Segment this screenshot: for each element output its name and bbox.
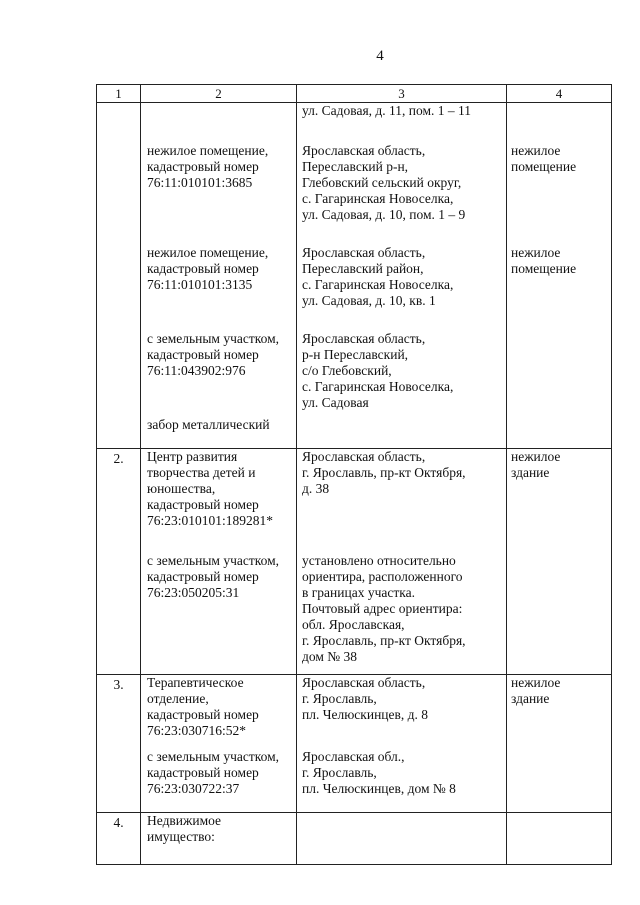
type-entry: нежилое здание [511, 675, 561, 706]
object-name-cell [141, 813, 297, 865]
address-entry [302, 417, 504, 434]
type-entry [511, 331, 611, 417]
row-number-cell: 2. [97, 449, 141, 675]
column-header-4: 4 [507, 85, 612, 103]
object-name-cell [141, 449, 297, 675]
object-entry: нежилое помещение, кадастровый номер 76:11:010101:3685 [147, 143, 269, 190]
address-entry: Ярославская область, Переславский район, с. Гагаринская Новоселка, ул. Садовая, д. 10, кв. 1 [302, 245, 454, 308]
column-header-2: 2 [141, 85, 297, 103]
object-entry: забор металлический [147, 417, 270, 432]
object-entry: с земельным участком, кадастровый номер 76:11:043902:976 [147, 331, 280, 378]
address-entry: установлено относительно ориентира, расположенного в границах участка. Почтовый адрес ориентира: обл. Ярославская, г. Ярославль, пр-кт Октября, дом № 38 [302, 553, 466, 664]
object-entry: нежилое помещение, кадастровый номер 76:11:010101:3135 [147, 245, 269, 292]
object-name-cell [141, 103, 297, 449]
object-entry: Недвижимое имущество: [147, 813, 222, 844]
address-cell [297, 813, 507, 865]
column-header-1: 1 [97, 85, 141, 103]
address-cell [297, 449, 507, 675]
table-row [97, 103, 612, 449]
page-number: 4 [376, 48, 384, 64]
object-entry: с земельным участком, кадастровый номер 76:23:030722:37 [147, 749, 280, 796]
type-entry: нежилое помещение [511, 143, 577, 174]
type-entry: нежилое здание [511, 449, 561, 480]
address-entry: Ярославская обл., г. Ярославль, пл. Челюскинцев, дом № 8 [302, 749, 456, 796]
row-number-cell [97, 103, 141, 449]
table-row [97, 675, 612, 813]
address-entry: Ярославская область, р-н Переславский, с/о Глебовский, с. Гагаринская Новоселка, ул. Садовая [302, 331, 454, 410]
property-table [96, 84, 612, 865]
type-entry: нежилое помещение [511, 245, 577, 276]
object-entry [147, 103, 294, 143]
type-cell [507, 449, 612, 675]
table-header-row [97, 85, 612, 103]
object-name-cell [141, 675, 297, 813]
type-entry [511, 103, 611, 143]
type-entry [511, 417, 611, 434]
type-cell [507, 813, 612, 865]
object-entry: Терапевтическое отделение, кадастровый номер 76:23:030716:52* [147, 675, 259, 738]
address-entry: Ярославская область, г. Ярославль, пл. Челюскинцев, д. 8 [302, 675, 429, 722]
address-entry: Ярославская область, Переславский р-н, Глебовский сельский округ, с. Гагаринская Новоселка, ул. Садовая, д. 10, пом. 1 – 9 [302, 143, 466, 222]
address-entry: Ярославская область, г. Ярославль, пр-кт Октября, д. 38 [302, 449, 466, 496]
column-header-3: 3 [297, 85, 507, 103]
address-cell [297, 103, 507, 449]
type-cell [507, 675, 612, 813]
object-entry: с земельным участком, кадастровый номер 76:23:050205:31 [147, 553, 280, 600]
table-row [97, 449, 612, 675]
type-cell [507, 103, 612, 449]
address-cell [297, 675, 507, 813]
object-entry: Центр развития творчества детей и юношества, кадастровый номер 76:23:010101:189281* [147, 449, 274, 528]
address-entry: ул. Садовая, д. 11, пом. 1 – 11 [302, 103, 472, 118]
row-number-cell: 4. [97, 813, 141, 865]
table-row [97, 813, 612, 865]
row-number-cell: 3. [97, 675, 141, 813]
